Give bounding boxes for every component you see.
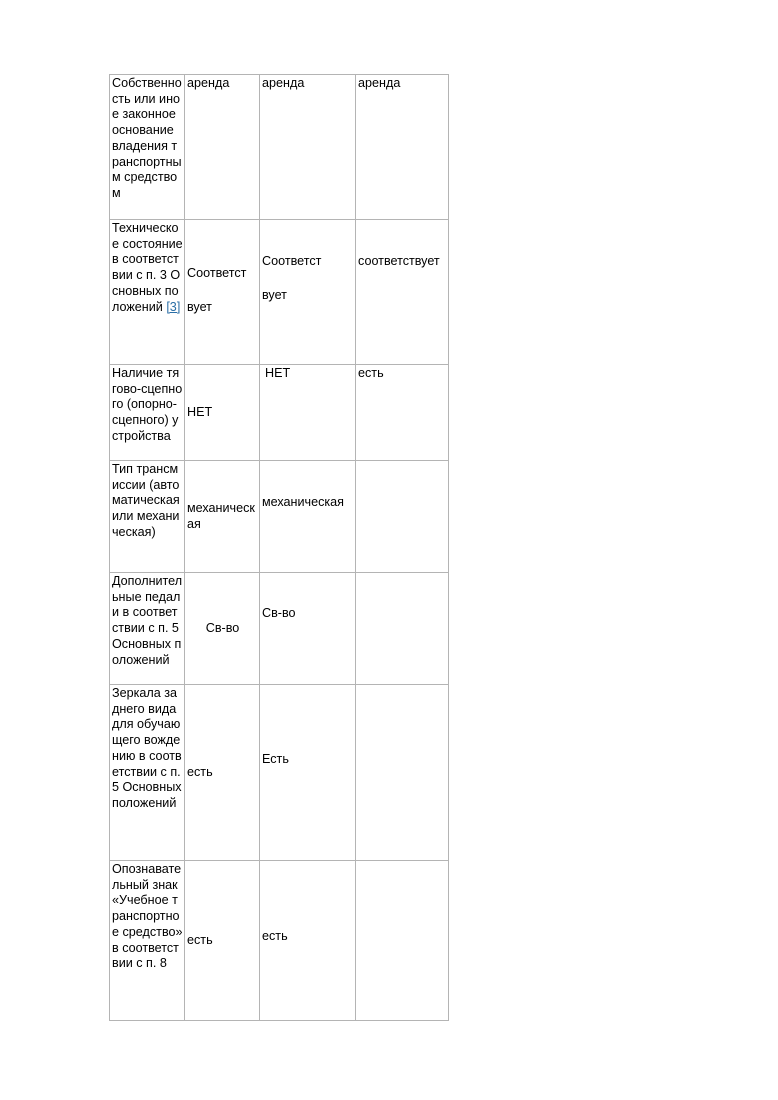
vehicle-info-table <box>109 74 449 1021</box>
cell-technical-col2-line2: вует <box>262 287 287 302</box>
table-row <box>110 573 449 685</box>
cell-ownership-col1: аренда <box>185 75 260 220</box>
cell-ownership-col2: аренда <box>260 75 356 220</box>
cell-hitch-col3: есть <box>356 365 449 461</box>
cell-sign-col3 <box>356 861 449 1021</box>
cell-hitch-col1: НЕТ <box>185 365 260 461</box>
cell-technical-col1 <box>185 220 260 365</box>
cell-mirrors-col2: Есть <box>260 685 356 861</box>
cell-sign-col2: есть <box>260 861 356 1021</box>
cell-technical-col1-line1: Соответст <box>187 266 247 280</box>
row-label-technical-condition-text: Техническое состояние в соответствии с п. 3 Основных положений <box>112 221 183 314</box>
table-row <box>110 461 449 573</box>
row-label-hitch: Наличие тягово-сцепного (опорно-сцепного) устройства <box>110 365 185 461</box>
cell-ownership-col3: аренда <box>356 75 449 220</box>
table-row <box>110 861 449 1021</box>
row-label-extra-pedals: Дополнительные педали в соответствии с п. 5 Основных положений <box>110 573 185 685</box>
table-row <box>110 685 449 861</box>
row-label-ownership: Собственность или иное законное основание владения транспортным средством <box>110 75 185 220</box>
table-row <box>110 365 449 461</box>
cell-mirrors-col1: есть <box>185 685 260 861</box>
cell-pedals-col1: Св-во <box>185 573 260 685</box>
cell-technical-col3: соответствует <box>356 220 449 365</box>
cell-sign-col1: есть <box>185 861 260 1021</box>
row-label-learner-sign: Опознавательный знак «Учебное транспортное средство» в соответствии с п. 8 <box>110 861 185 1021</box>
cell-transmission-col1: механическая <box>185 461 260 573</box>
row-label-mirrors: Зеркала заднего вида для обучающего вождению в соответствии с п. 5 Основных положений <box>110 685 185 861</box>
row-label-technical-condition <box>110 220 185 365</box>
row-label-transmission: Тип трансмиссии (автоматическая или механическая) <box>110 461 185 573</box>
cell-transmission-col3 <box>356 461 449 573</box>
cell-transmission-col2: механическая <box>260 461 356 573</box>
table-row <box>110 220 449 365</box>
cell-hitch-col2: НЕТ <box>260 365 356 461</box>
cell-technical-col1-line2: вует <box>187 299 212 314</box>
table-row <box>110 75 449 220</box>
cell-technical-col2 <box>260 220 356 365</box>
cell-mirrors-col3 <box>356 685 449 861</box>
cell-pedals-col3 <box>356 573 449 685</box>
cell-pedals-col2: Св-во <box>260 573 356 685</box>
cell-technical-col2-line1: Соответст <box>262 254 322 268</box>
footnote-link[interactable]: [3] <box>166 299 181 314</box>
